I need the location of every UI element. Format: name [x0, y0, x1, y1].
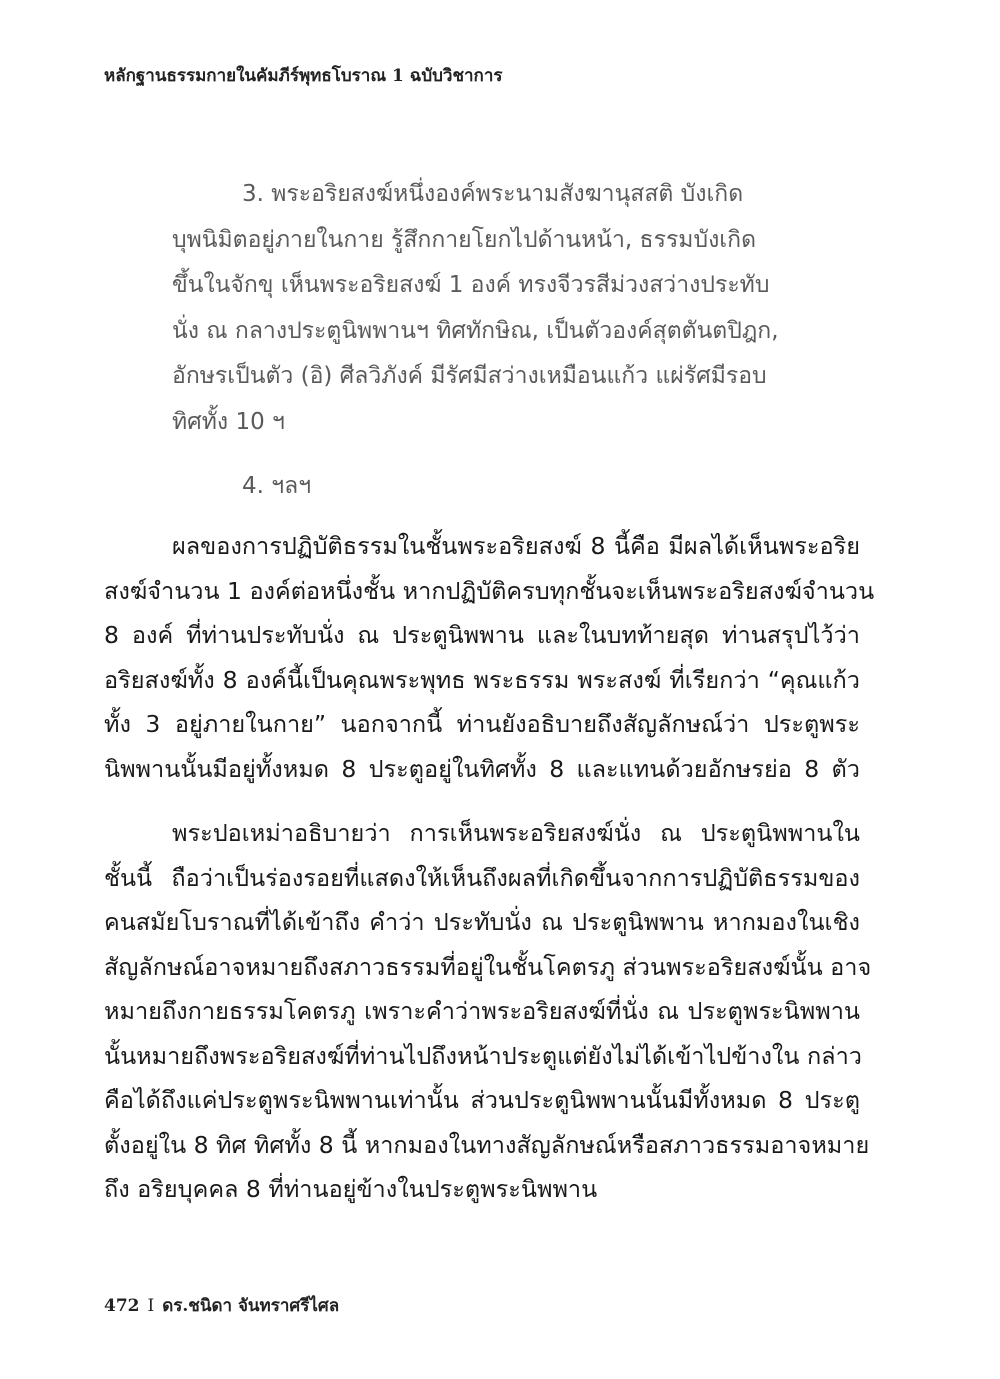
page-number: 472	[104, 1296, 140, 1316]
paragraph-line: ตั้งอยู่ใน 8 ทิศ ทิศทั้ง 8 นี้ หากมองในทางสัญลักษณ์หรือสภาวธรรมอาจหมาย	[104, 1130, 870, 1159]
paragraph-line: 8 องค์ ที่ท่านประทับนั่ง ณ ประตูนิพพาน และในบทท้ายสุด ท่านสรุปไว้ว่า	[104, 621, 860, 649]
quote-line: นั่ง ณ กลางประตูนิพพานฯ ทิศทักษิณ, เป็นตัวองค์สุตตันตปิฎก,	[172, 317, 779, 344]
paragraph-line: นั้นหมายถึงพระอริยสงฆ์ที่ท่านไปถึงหน้าประตูแต่ยังไม่ได้เข้าไปข้างใน กล่าว	[104, 1041, 862, 1070]
quote-line: บุพนิมิตอยู่ภายในกาย รู้สึกกายโยกไปด้านหน้า, ธรรมบังเกิด	[172, 226, 757, 253]
quoted-passage	[172, 172, 812, 529]
page-footer	[104, 1292, 339, 1319]
paragraph-line: อริยสงฆ์ทั้ง 8 องค์นี้เป็นคุณพระพุทธ พระธรรม พระสงฆ์ ที่เรียกว่า “คุณแก้ว	[104, 665, 860, 694]
paragraph-line: คือได้ถึงแค่ประตูพระนิพพานเท่านั้น ส่วนประตูนิพพานนั้นมีทั้งหมด 8 ประตู	[104, 1086, 860, 1114]
paragraph-line: พระปอเหม่าอธิบายว่า การเห็นพระอริยสงฆ์นั่ง ณ ประตูนิพพานใน	[172, 819, 860, 847]
quote-item-4	[172, 464, 812, 510]
paragraph-2	[104, 811, 872, 1212]
paragraph-line: ถึง อริยบุคคล 8 ที่ท่านอยู่ข้างในประตูพระนิพพาน	[104, 1175, 598, 1203]
paragraph-line: ผลของการปฏิบัติธรรมในชั้นพระอริยสงฆ์ 8 นี้คือ มีผลได้เห็นพระอริย	[172, 532, 860, 560]
paragraph-line: สงฆ์จำนวน 1 องค์ต่อหนึ่งชั้น หากปฏิบัติครบทุกชั้นจะเห็นพระอริยสงฆ์จำนวน	[104, 576, 875, 605]
quote-line: อักษรเป็นตัว (อิ) ศีลวิภังค์ มีรัศมีสว่างเหมือนแก้ว แผ่รัศมีรอบ	[172, 363, 767, 389]
footer-separator: I	[147, 1296, 155, 1316]
paragraph-line: คนสมัยโบราณที่ได้เข้าถึง คำว่า ประทับนั่ง ณ ประตูนิพพาน หากมองในเชิง	[104, 908, 860, 936]
paragraph-line: สัญลักษณ์อาจหมายถึงสภาวธรรมที่อยู่ในชั้นโคตรภู ส่วนพระอริยสงฆ์นั้น อาจ	[104, 952, 872, 981]
body-text	[104, 524, 875, 1232]
quote-line: 3. พระอริยสงฆ์หนึ่งองค์พระนามสังฆานุสสติ บังเกิด	[242, 181, 744, 207]
paragraph-line: หมายถึงกายธรรมโคตรภู เพราะคำว่าพระอริยสงฆ์ที่นั่ง ณ ประตูพระนิพพาน	[104, 997, 860, 1025]
quote-line: ทิศทั้ง 10 ฯ	[172, 408, 285, 435]
quote-line: ขึ้นในจักขุ เห็นพระอริยสงฆ์ 1 องค์ ทรงจีวรสีม่วงสว่างประทับ	[172, 272, 770, 298]
quote-item-3	[172, 172, 812, 445]
author-name: ดร.ชนิดา จันทราศรีไศล	[162, 1296, 340, 1316]
paragraph-line: ชั้นนี้ ถือว่าเป็นร่องรอยที่แสดงให้เห็นถึงผลที่เกิดขึ้นจากการปฏิบัติธรรมของ	[104, 863, 860, 892]
paragraph-line: ทั้ง 3 อยู่ภายในกาย” นอกจากนี้ ท่านยังอธิบายถึงสัญลักษณ์ว่า ประตูพระ	[104, 710, 860, 738]
running-header	[104, 62, 503, 89]
paragraph-line: นิพพานนั้นมีอยู่ทั้งหมด 8 ประตูอยู่ในทิศทั้ง 8 และแทนด้วยอักษรย่อ 8 ตัว	[104, 754, 860, 783]
paragraph-1	[104, 524, 875, 791]
quote-line: 4. ฯลฯ	[242, 473, 312, 499]
running-title: หลักฐานธรรมกายในคัมภีร์พุทธโบราณ 1 ฉบับวิชาการ	[104, 66, 503, 86]
